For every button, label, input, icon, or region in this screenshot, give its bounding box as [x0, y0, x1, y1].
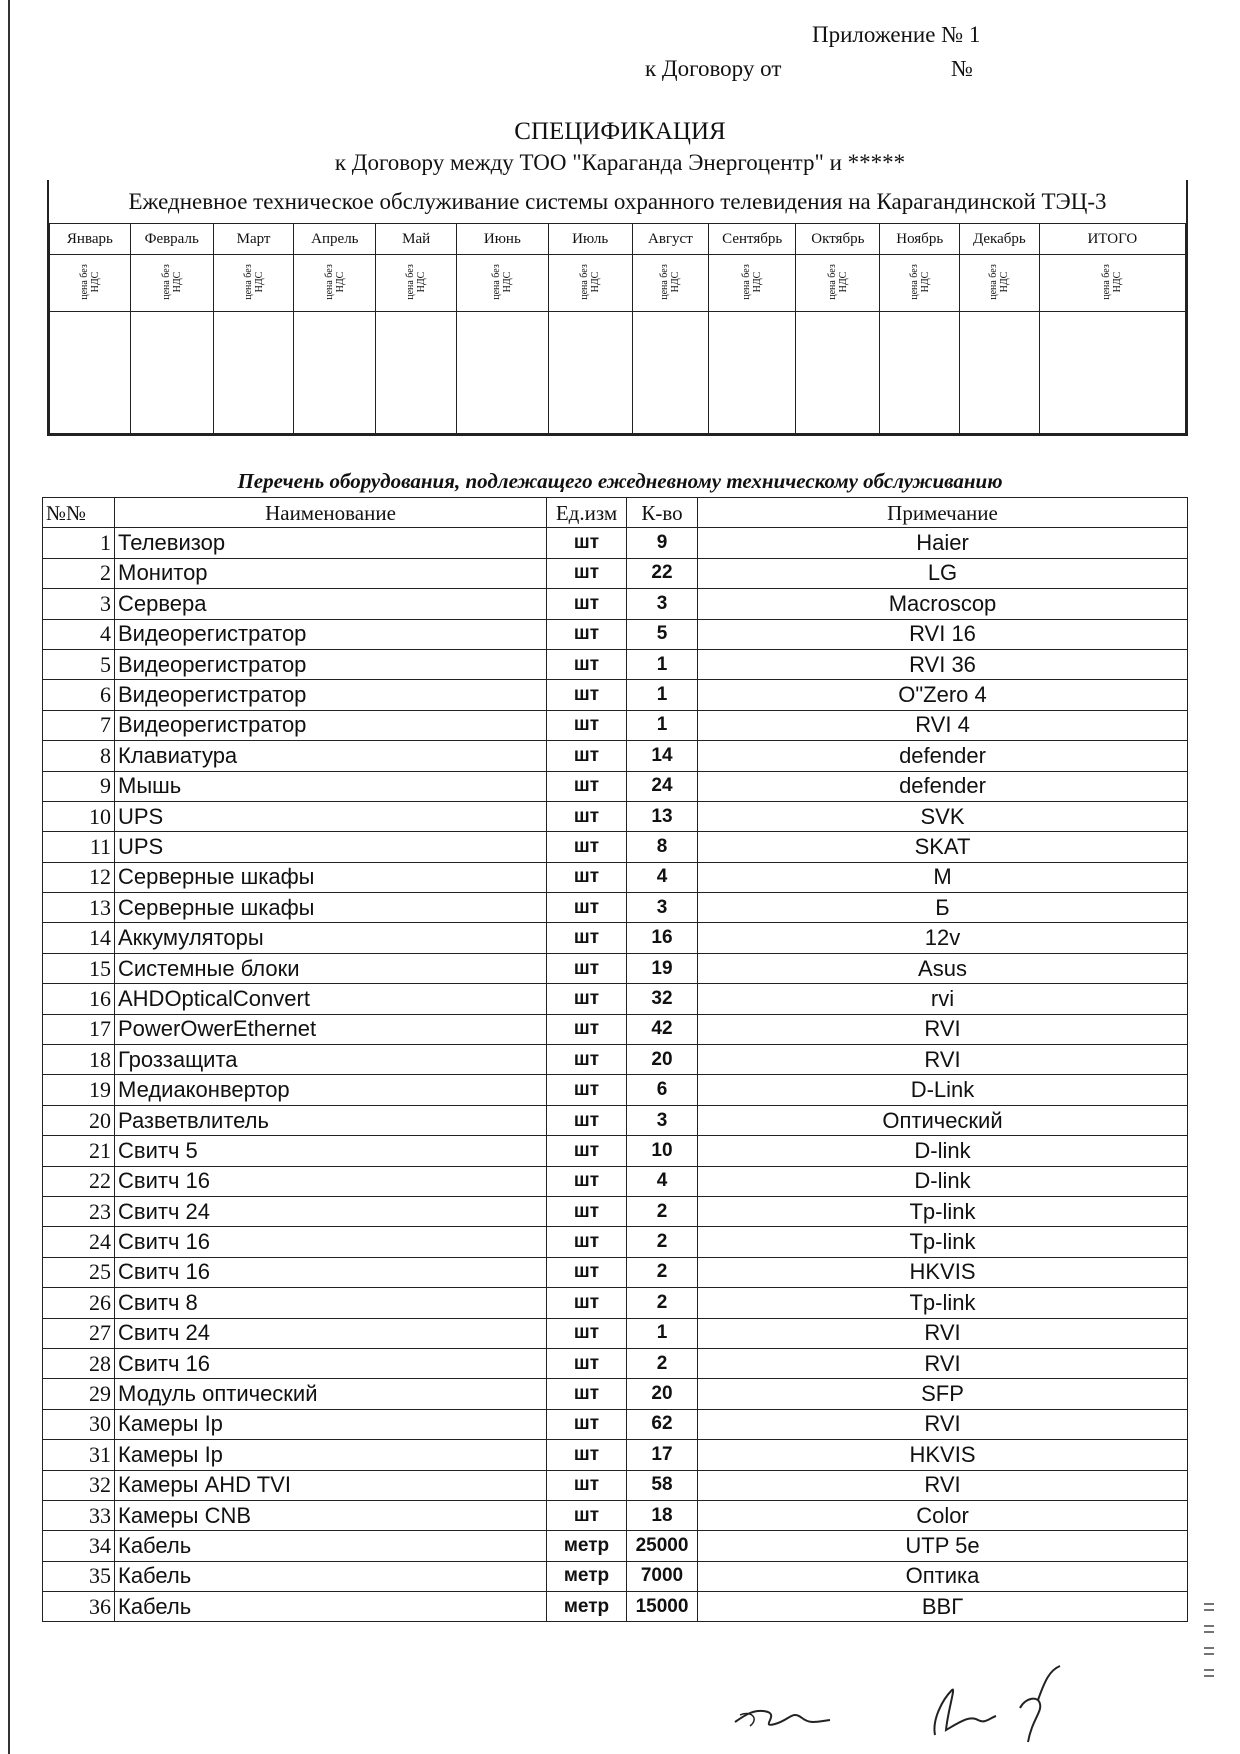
table-row [43, 1348, 1188, 1378]
item-unit: шт [547, 862, 627, 892]
table-row [43, 649, 1188, 679]
item-unit: шт [547, 1014, 627, 1044]
month-header-cell: Август [632, 224, 708, 255]
monthly-schedule [47, 180, 1188, 436]
item-note: RVI [698, 1045, 1188, 1075]
row-number: 28 [43, 1348, 115, 1378]
row-number: 22 [43, 1166, 115, 1196]
item-quantity: 13 [627, 801, 698, 831]
month-value-cell [1039, 312, 1185, 434]
row-number: 19 [43, 1075, 115, 1105]
item-note: D-link [698, 1166, 1188, 1196]
item-quantity: 32 [627, 984, 698, 1014]
row-number: 35 [43, 1561, 115, 1591]
month-value-cell [376, 312, 457, 434]
item-unit: шт [547, 1196, 627, 1226]
item-unit: шт [547, 1227, 627, 1257]
item-quantity: 6 [627, 1075, 698, 1105]
month-subheader-cell [457, 255, 549, 312]
column-header-number: №№ [43, 498, 115, 528]
item-note: RVI [698, 1470, 1188, 1500]
item-unit: шт [547, 1379, 627, 1409]
price-without-vat-label: цена без НДС [908, 264, 931, 300]
item-note: RVI [698, 1409, 1188, 1439]
item-quantity: 16 [627, 923, 698, 953]
row-number: 2 [43, 558, 115, 588]
item-note: М [698, 862, 1188, 892]
item-note: D-Link [698, 1075, 1188, 1105]
item-name: Камеры CNB [115, 1500, 547, 1530]
item-note: Оптический [698, 1105, 1188, 1135]
item-name: Аккумуляторы [115, 923, 547, 953]
item-note: Macroscop [698, 589, 1188, 619]
month-value-cell [213, 312, 294, 434]
table-row [43, 1409, 1188, 1439]
item-unit: шт [547, 953, 627, 983]
table-row [43, 862, 1188, 892]
item-unit: шт [547, 1409, 627, 1439]
item-quantity: 2 [627, 1288, 698, 1318]
table-row [43, 832, 1188, 862]
item-unit: метр [547, 1561, 627, 1591]
item-unit: шт [547, 558, 627, 588]
item-quantity: 9 [627, 528, 698, 558]
item-note: defender [698, 771, 1188, 801]
item-unit: шт [547, 1166, 627, 1196]
signatures-icon [720, 1660, 1120, 1750]
month-value-cell [294, 312, 376, 434]
item-note: RVI [698, 1348, 1188, 1378]
item-name: Свитч 16 [115, 1348, 547, 1378]
month-value-cell [709, 312, 796, 434]
row-number: 25 [43, 1257, 115, 1287]
row-number: 13 [43, 893, 115, 923]
month-header-cell: Апрель [294, 224, 376, 255]
table-row [43, 1257, 1188, 1287]
item-note: Tp-link [698, 1227, 1188, 1257]
month-subheader-cell [632, 255, 708, 312]
item-quantity: 2 [627, 1227, 698, 1257]
row-number: 36 [43, 1592, 115, 1622]
item-quantity: 5 [627, 619, 698, 649]
price-without-vat-label: цена без НДС [160, 264, 183, 300]
table-row [43, 1531, 1188, 1561]
item-note: Asus [698, 953, 1188, 983]
row-number: 17 [43, 1014, 115, 1044]
item-name: Камеры Ip [115, 1409, 547, 1439]
item-unit: шт [547, 619, 627, 649]
item-name: Медиаконвертор [115, 1075, 547, 1105]
row-number: 4 [43, 619, 115, 649]
row-number: 12 [43, 862, 115, 892]
item-quantity: 3 [627, 1105, 698, 1135]
item-note: LG [698, 558, 1188, 588]
table-row [43, 1288, 1188, 1318]
item-unit: шт [547, 923, 627, 953]
equipment-caption: Перечень оборудования, подлежащего ежедневному техническому обслуживанию [237, 469, 1003, 493]
item-quantity: 8 [627, 832, 698, 862]
row-number: 18 [43, 1045, 115, 1075]
item-name: Свитч 16 [115, 1227, 547, 1257]
item-name: Мышь [115, 771, 547, 801]
item-unit: метр [547, 1531, 627, 1561]
item-note: Оптика [698, 1561, 1188, 1591]
item-note: rvi [698, 984, 1188, 1014]
table-row [43, 893, 1188, 923]
item-quantity: 58 [627, 1470, 698, 1500]
item-quantity: 22 [627, 558, 698, 588]
month-value-cell [50, 312, 131, 434]
item-name: Гроззащита [115, 1045, 547, 1075]
item-name: Модуль оптический [115, 1379, 547, 1409]
item-name: Сервера [115, 589, 547, 619]
item-name: Кабель [115, 1531, 547, 1561]
item-name: Серверные шкафы [115, 893, 547, 923]
item-quantity: 15000 [627, 1592, 698, 1622]
item-quantity: 42 [627, 1014, 698, 1044]
row-number: 24 [43, 1227, 115, 1257]
table-row [43, 1105, 1188, 1135]
row-number: 31 [43, 1440, 115, 1470]
item-note: RVI [698, 1014, 1188, 1044]
table-row [43, 680, 1188, 710]
item-note: Tp-link [698, 1196, 1188, 1226]
row-number: 5 [43, 649, 115, 679]
item-name: Видеорегистратор [115, 680, 547, 710]
item-unit: шт [547, 893, 627, 923]
table-row [43, 1379, 1188, 1409]
row-number: 9 [43, 771, 115, 801]
item-quantity: 17 [627, 1440, 698, 1470]
item-note: 12v [698, 923, 1188, 953]
item-name: Кабель [115, 1592, 547, 1622]
row-number: 10 [43, 801, 115, 831]
row-number: 7 [43, 710, 115, 740]
item-note: Б [698, 893, 1188, 923]
item-unit: шт [547, 680, 627, 710]
price-without-vat-label: цена без НДС [988, 264, 1011, 300]
month-header-cell: Декабрь [960, 224, 1040, 255]
item-unit: шт [547, 741, 627, 771]
table-row [43, 1500, 1188, 1530]
row-number: 14 [43, 923, 115, 953]
month-header-cell: Февраль [130, 224, 213, 255]
item-note: RVI 4 [698, 710, 1188, 740]
table-row [43, 1045, 1188, 1075]
margin-marks-icon [1202, 1600, 1216, 1700]
item-name: Свитч 16 [115, 1166, 547, 1196]
contract-number-sign: № [951, 56, 973, 81]
month-header-row [50, 224, 1186, 255]
row-number: 8 [43, 741, 115, 771]
row-number: 15 [43, 953, 115, 983]
item-note: D-link [698, 1136, 1188, 1166]
item-unit: шт [547, 528, 627, 558]
item-note: ВВГ [698, 1592, 1188, 1622]
item-unit: шт [547, 1136, 627, 1166]
table-row [43, 1592, 1188, 1622]
document-title: СПЕЦИФИКАЦИЯ [514, 118, 726, 145]
table-row [43, 1014, 1188, 1044]
item-note: defender [698, 741, 1188, 771]
month-subheader-cell [548, 255, 632, 312]
item-quantity: 1 [627, 1318, 698, 1348]
table-row [43, 1166, 1188, 1196]
column-header-unit: Ед.изм [547, 498, 627, 528]
item-quantity: 14 [627, 741, 698, 771]
month-value-cell [960, 312, 1040, 434]
item-name: Видеорегистратор [115, 710, 547, 740]
item-name: Свитч 8 [115, 1288, 547, 1318]
month-header-cell: Март [213, 224, 294, 255]
item-note: SVK [698, 801, 1188, 831]
item-unit: шт [547, 1075, 627, 1105]
price-without-vat-label: цена без НДС [1101, 264, 1124, 300]
month-value-cell [880, 312, 960, 434]
item-quantity: 1 [627, 710, 698, 740]
table-row [43, 1136, 1188, 1166]
item-name: Свитч 16 [115, 1257, 547, 1287]
table-row [43, 953, 1188, 983]
item-unit: шт [547, 1257, 627, 1287]
item-quantity: 3 [627, 893, 698, 923]
item-name: Свитч 24 [115, 1196, 547, 1226]
row-number: 1 [43, 528, 115, 558]
item-note: HKVIS [698, 1440, 1188, 1470]
equipment-header-row [43, 498, 1188, 528]
price-without-vat-label: цена без НДС [323, 264, 346, 300]
item-unit: шт [547, 801, 627, 831]
table-row [43, 984, 1188, 1014]
table-row [43, 619, 1188, 649]
item-quantity: 20 [627, 1379, 698, 1409]
row-number: 16 [43, 984, 115, 1014]
price-without-vat-label: цена без НДС [826, 264, 849, 300]
price-without-vat-label: цена без НДС [579, 264, 602, 300]
table-row [43, 771, 1188, 801]
month-subheader-cell [130, 255, 213, 312]
item-name: AHDOpticalConvert [115, 984, 547, 1014]
month-subheader-cell [294, 255, 376, 312]
item-unit: шт [547, 984, 627, 1014]
row-number: 6 [43, 680, 115, 710]
row-number: 3 [43, 589, 115, 619]
contract-prefix: к Договору от [645, 56, 782, 81]
item-note: SFP [698, 1379, 1188, 1409]
month-value-cell [632, 312, 708, 434]
row-number: 30 [43, 1409, 115, 1439]
item-name: Серверные шкафы [115, 862, 547, 892]
item-quantity: 2 [627, 1348, 698, 1378]
item-quantity: 19 [627, 953, 698, 983]
scan-left-edge [8, 0, 10, 1754]
row-number: 26 [43, 1288, 115, 1318]
price-without-vat-label: цена без НДС [242, 264, 265, 300]
item-name: Системные блоки [115, 953, 547, 983]
table-row [43, 558, 1188, 588]
item-unit: шт [547, 1318, 627, 1348]
item-quantity: 24 [627, 771, 698, 801]
column-header-note: Примечание [698, 498, 1188, 528]
table-row [43, 1561, 1188, 1591]
item-note: HKVIS [698, 1257, 1188, 1287]
item-name: Камеры Ip [115, 1440, 547, 1470]
row-number: 11 [43, 832, 115, 862]
item-name: Монитор [115, 558, 547, 588]
item-unit: шт [547, 710, 627, 740]
monthly-table [49, 223, 1186, 434]
price-without-vat-label: цена без НДС [491, 264, 514, 300]
item-unit: шт [547, 1105, 627, 1135]
item-unit: шт [547, 649, 627, 679]
row-number: 32 [43, 1470, 115, 1500]
item-quantity: 20 [627, 1045, 698, 1075]
item-quantity: 1 [627, 649, 698, 679]
row-number: 29 [43, 1379, 115, 1409]
item-name: Свитч 5 [115, 1136, 547, 1166]
table-row [43, 1227, 1188, 1257]
month-subheader-cell [880, 255, 960, 312]
item-unit: шт [547, 1470, 627, 1500]
item-name: Кабель [115, 1561, 547, 1591]
month-subheader-cell [376, 255, 457, 312]
month-value-cell [796, 312, 880, 434]
item-quantity: 18 [627, 1500, 698, 1530]
column-header-name: Наименование [115, 498, 547, 528]
month-value-row [50, 312, 1186, 434]
month-value-cell [457, 312, 549, 434]
item-note: Tp-link [698, 1288, 1188, 1318]
column-header-quantity: К-во [627, 498, 698, 528]
table-row [43, 1440, 1188, 1470]
item-quantity: 2 [627, 1196, 698, 1226]
month-header-cell: Январь [50, 224, 131, 255]
table-row [43, 1470, 1188, 1500]
item-note: Haier [698, 528, 1188, 558]
item-unit: шт [547, 1500, 627, 1530]
table-row [43, 1318, 1188, 1348]
month-subheader-cell [213, 255, 294, 312]
item-name: UPS [115, 832, 547, 862]
monthly-caption: Ежедневное техническое обслуживание системы охранного телевидения на Карагандинской ТЭЦ-3 [128, 189, 1107, 214]
item-name: Телевизор [115, 528, 547, 558]
item-unit: метр [547, 1592, 627, 1622]
row-number: 23 [43, 1196, 115, 1226]
item-name: Видеорегистратор [115, 619, 547, 649]
row-number: 27 [43, 1318, 115, 1348]
month-header-cell: ИТОГО [1039, 224, 1185, 255]
item-unit: шт [547, 1348, 627, 1378]
month-header-cell: Ноябрь [880, 224, 960, 255]
item-note: RVI [698, 1318, 1188, 1348]
item-note: O"Zero 4 [698, 680, 1188, 710]
document-subtitle: к Договору между ТОО "Караганда Энергоцентр" и ***** [334, 150, 906, 175]
month-subheader-cell [1039, 255, 1185, 312]
price-without-vat-label: цена без НДС [78, 264, 101, 300]
price-without-vat-label: цена без НДС [659, 264, 682, 300]
table-row [43, 923, 1188, 953]
month-header-cell: Июль [548, 224, 632, 255]
row-number: 21 [43, 1136, 115, 1166]
row-number: 33 [43, 1500, 115, 1530]
item-quantity: 10 [627, 1136, 698, 1166]
table-row [43, 801, 1188, 831]
item-name: Свитч 24 [115, 1318, 547, 1348]
item-note: RVI 16 [698, 619, 1188, 649]
item-note: SKAT [698, 832, 1188, 862]
month-subheader-row [50, 255, 1186, 312]
item-unit: шт [547, 1045, 627, 1075]
month-value-cell [130, 312, 213, 434]
row-number: 34 [43, 1531, 115, 1561]
month-subheader-cell [50, 255, 131, 312]
item-name: Клавиатура [115, 741, 547, 771]
item-quantity: 25000 [627, 1531, 698, 1561]
month-subheader-cell [960, 255, 1040, 312]
item-unit: шт [547, 1440, 627, 1470]
equipment-rows [43, 528, 1188, 1622]
month-subheader-cell [796, 255, 880, 312]
table-row [43, 589, 1188, 619]
month-subheader-cell [709, 255, 796, 312]
item-unit: шт [547, 832, 627, 862]
contract-reference [645, 56, 1005, 82]
item-name: PowerOwerEthernet [115, 1014, 547, 1044]
item-quantity: 1 [627, 680, 698, 710]
item-unit: шт [547, 771, 627, 801]
month-header-cell: Сентябрь [709, 224, 796, 255]
item-name: UPS [115, 801, 547, 831]
item-name: Видеорегистратор [115, 649, 547, 679]
month-value-cell [548, 312, 632, 434]
month-header-cell: Май [376, 224, 457, 255]
item-quantity: 4 [627, 1166, 698, 1196]
item-unit: шт [547, 589, 627, 619]
item-note: RVI 36 [698, 649, 1188, 679]
table-row [43, 710, 1188, 740]
item-name: Разветвлитель [115, 1105, 547, 1135]
table-row [43, 528, 1188, 558]
equipment-table [42, 497, 1188, 1622]
price-without-vat-label: цена без НДС [741, 264, 764, 300]
item-quantity: 3 [627, 589, 698, 619]
item-note: UTP 5e [698, 1531, 1188, 1561]
item-unit: шт [547, 1288, 627, 1318]
price-without-vat-label: цена без НДС [405, 264, 428, 300]
table-row [43, 741, 1188, 771]
annex-label: Приложение № 1 [812, 22, 981, 47]
month-header-cell: Июнь [457, 224, 549, 255]
item-note: Color [698, 1500, 1188, 1530]
item-quantity: 2 [627, 1257, 698, 1287]
item-quantity: 62 [627, 1409, 698, 1439]
table-row [43, 1196, 1188, 1226]
row-number: 20 [43, 1105, 115, 1135]
item-name: Камеры AHD TVI [115, 1470, 547, 1500]
month-header-cell: Октябрь [796, 224, 880, 255]
item-quantity: 4 [627, 862, 698, 892]
item-quantity: 7000 [627, 1561, 698, 1591]
table-row [43, 1075, 1188, 1105]
